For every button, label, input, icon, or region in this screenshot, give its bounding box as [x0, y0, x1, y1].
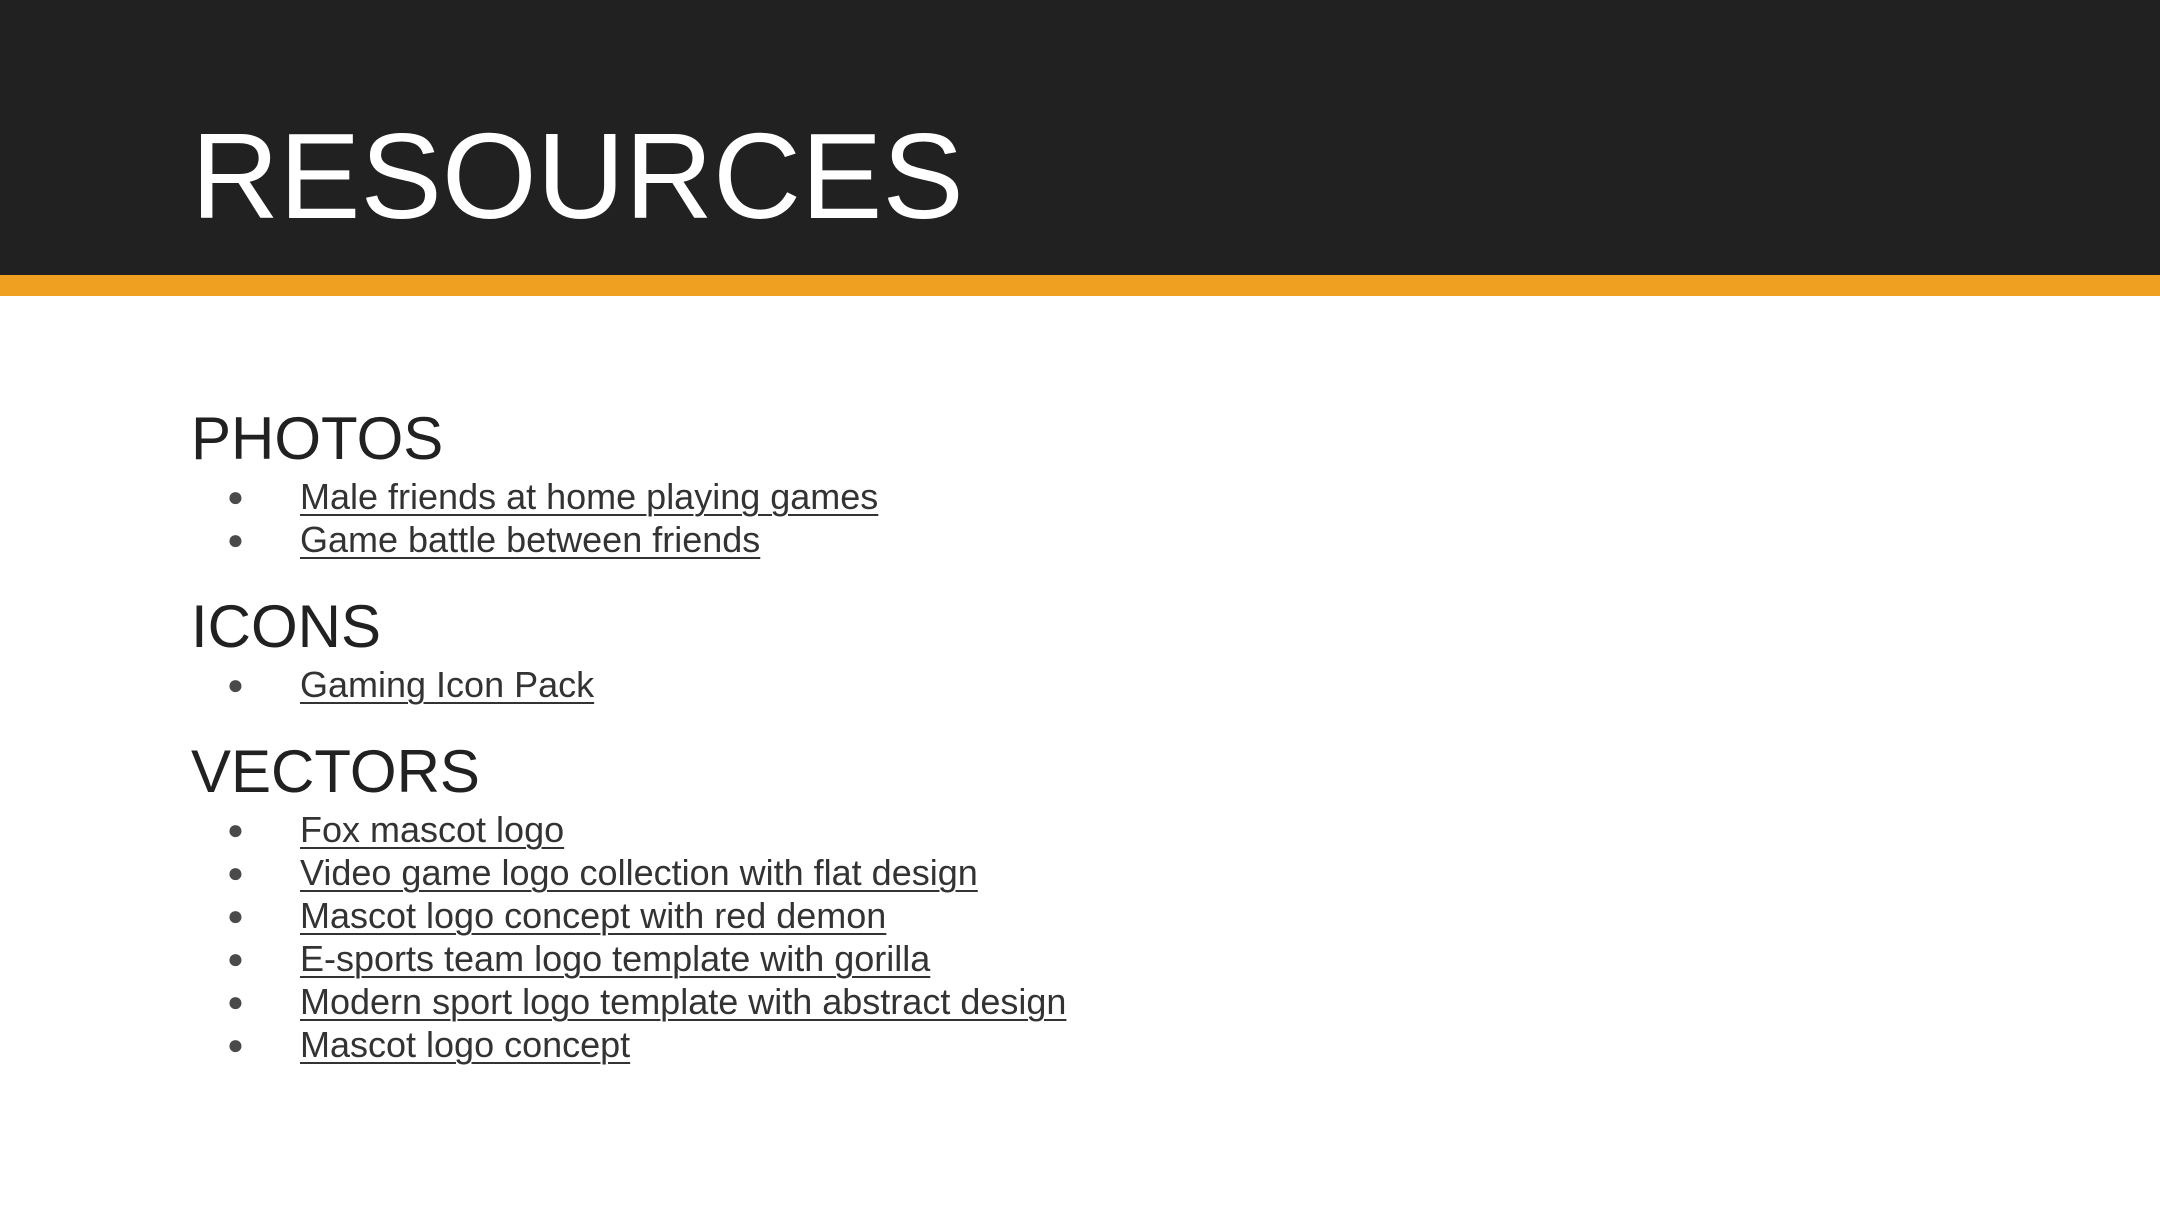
bullet-icon: ●: [227, 814, 244, 845]
list-item: [191, 663, 1991, 706]
photos-link-list: [191, 475, 1991, 561]
link-mascot-logo-red-demon[interactable]: Mascot logo concept with red demon: [300, 895, 887, 936]
link-fox-mascot-logo[interactable]: Fox mascot logo: [300, 809, 565, 850]
list-item: [191, 808, 1991, 851]
bullet-icon: ●: [227, 986, 244, 1017]
bullet-icon: ●: [227, 481, 244, 512]
list-item: [191, 1023, 1991, 1066]
link-gaming-icon-pack[interactable]: Gaming Icon Pack: [300, 664, 595, 705]
bullet-icon: ●: [227, 669, 244, 700]
bullet-icon: ●: [227, 900, 244, 931]
icons-link-list: [191, 663, 1991, 706]
resources-content: [191, 403, 1991, 1066]
bullet-icon: ●: [227, 1029, 244, 1060]
page-title: RESOURCES: [191, 108, 964, 244]
link-video-game-logo-collection[interactable]: Video game logo collection with flat design: [300, 852, 978, 893]
section-photos: [191, 403, 1991, 561]
link-esports-team-logo-gorilla[interactable]: E-sports team logo template with gorilla: [300, 938, 931, 979]
list-item: [191, 475, 1991, 518]
link-modern-sport-logo-template[interactable]: Modern sport logo template with abstract design: [300, 981, 1067, 1022]
section-icons: [191, 591, 1991, 706]
bullet-icon: ●: [227, 524, 244, 555]
bullet-icon: ●: [227, 857, 244, 888]
list-item: [191, 518, 1991, 561]
link-male-friends-playing-games[interactable]: Male friends at home playing games: [300, 476, 879, 517]
section-heading-photos: PHOTOS: [191, 405, 444, 472]
bullet-icon: ●: [227, 943, 244, 974]
vectors-link-list: [191, 808, 1991, 1066]
section-vectors: [191, 736, 1991, 1066]
list-item: [191, 937, 1991, 980]
section-heading-vectors: VECTORS: [191, 738, 480, 805]
list-item: [191, 851, 1991, 894]
link-mascot-logo-concept[interactable]: Mascot logo concept: [300, 1024, 631, 1065]
section-heading-icons: ICONS: [191, 593, 382, 660]
accent-bar: [0, 275, 2160, 296]
list-item: [191, 980, 1991, 1023]
list-item: [191, 894, 1991, 937]
link-game-battle-between-friends[interactable]: Game battle between friends: [300, 519, 761, 560]
